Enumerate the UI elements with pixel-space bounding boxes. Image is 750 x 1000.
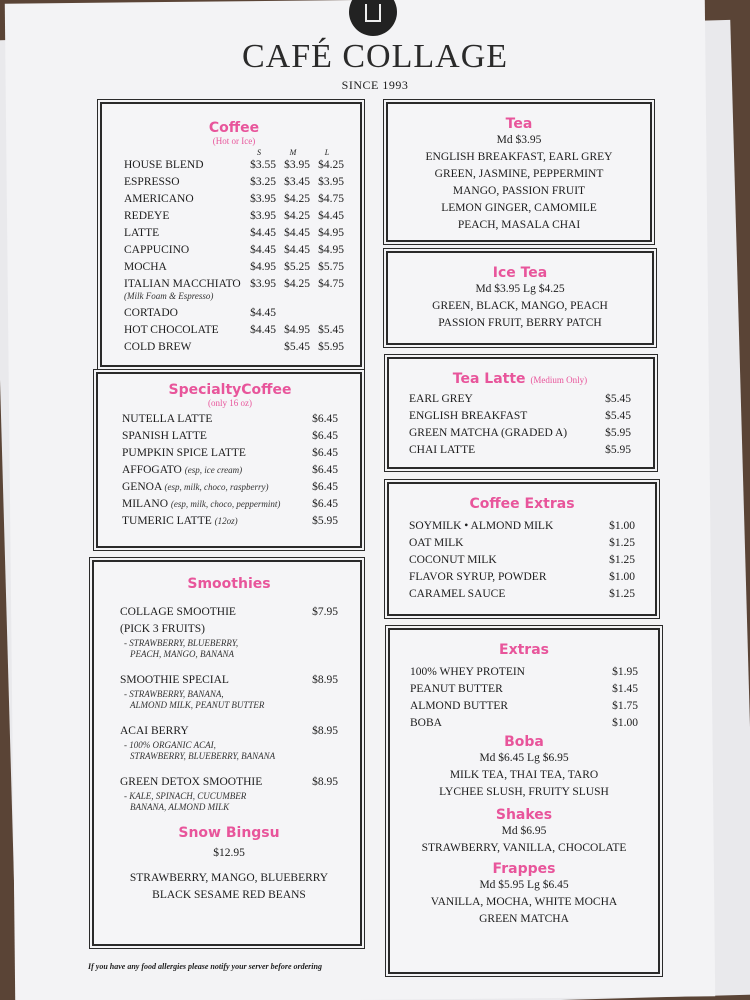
smoothie-item-row — [120, 604, 338, 621]
smoothie-list — [120, 604, 338, 813]
item-price: $3.25 — [250, 176, 276, 188]
item-price: $1.00 — [612, 717, 638, 729]
item-price: $4.25 — [284, 210, 310, 222]
extras-section — [388, 628, 660, 974]
item-price: $3.95 — [250, 193, 276, 205]
frappes-heading: Frappes — [492, 861, 556, 877]
ice-tea-heading: Ice Tea — [492, 265, 548, 281]
extra-item — [410, 715, 638, 732]
item-price: $1.25 — [609, 554, 635, 566]
ice-tea-lines — [396, 298, 644, 332]
item-price: $5.25 — [284, 261, 310, 273]
tea-heading: Tea — [505, 116, 533, 132]
extras-heading: Extras — [499, 642, 549, 658]
item-price — [242, 339, 276, 356]
item-price: $8.95 — [312, 725, 338, 737]
tea-lines — [396, 149, 642, 234]
coffee-section — [100, 102, 362, 367]
item-name: CARAMEL SAUCE — [409, 588, 506, 600]
item-price: $3.95 — [250, 278, 276, 290]
tea-latte-list — [409, 391, 631, 459]
item-name: SOYMILK • ALMOND MILK — [409, 520, 554, 532]
boba-line-1: MILK TEA, THAI TEA, TARO — [449, 769, 599, 781]
item-name: CAPPUCINO — [124, 244, 190, 256]
item-name: CHAI LATTE — [409, 444, 476, 456]
item-price: $5.95 — [605, 427, 631, 439]
tea-flavor-line: MANGO, PASSION FRUIT — [452, 185, 586, 197]
item-price: $3.45 — [284, 176, 310, 188]
item-name: CORTADO — [124, 307, 178, 319]
frappes-price: Md $5.95 Lg $6.45 — [479, 879, 569, 891]
item-name — [122, 428, 298, 445]
specialty-item — [122, 411, 338, 428]
smoothie-item — [120, 774, 338, 813]
shakes-heading: Shakes — [495, 807, 553, 823]
item-price: $4.95 — [250, 261, 276, 273]
item-price: $5.45 — [318, 324, 344, 336]
smoothies-section — [92, 560, 362, 946]
item-price: $4.75 — [318, 193, 344, 205]
item-price: $3.95 — [250, 210, 276, 222]
item-name: ESPRESSO — [124, 176, 180, 188]
extra-item — [410, 698, 638, 715]
item-name — [122, 411, 298, 428]
coffee-item — [124, 174, 344, 191]
item-price: $4.95 — [318, 244, 344, 256]
item-name: ALMOND BUTTER — [410, 700, 509, 712]
coffee-heading: Coffee — [208, 120, 260, 136]
smoothie-item-note: - 100% ORGANIC ACAI, — [124, 740, 216, 750]
tea-latte-section — [387, 357, 655, 469]
smoothie-item-note: BANANA, ALMOND MILK — [130, 802, 230, 812]
item-price: $6.45 — [312, 481, 338, 493]
tea-flavor-line: PEACH, MASALA CHAI — [457, 219, 581, 231]
cafe-title: CAFÉ COLLAGE — [241, 38, 509, 75]
coffee-extras-list — [409, 518, 635, 603]
item-price: $4.95 — [284, 324, 310, 336]
item-price: $1.25 — [609, 537, 635, 549]
bingsu-price: $12.95 — [213, 847, 245, 859]
coffee-item — [124, 225, 344, 242]
coffee-item — [124, 157, 344, 174]
frappes-line-1: VANILLA, MOCHA, WHITE MOCHA — [430, 896, 618, 908]
item-price: $5.45 — [284, 341, 310, 353]
item-name — [122, 513, 298, 530]
boba-heading: Boba — [504, 734, 544, 750]
item-name: BOBA — [410, 717, 442, 729]
coffee-item — [124, 191, 344, 208]
item-price: $6.45 — [312, 498, 338, 510]
specialty-item — [122, 428, 338, 445]
specialty-item — [122, 479, 338, 496]
bingsu-heading: Snow Bingsu — [178, 825, 280, 841]
item-price — [310, 305, 344, 322]
tea-flavor-line: LEMON GINGER, CAMOMILE — [441, 202, 597, 214]
item-price: $1.00 — [609, 571, 635, 583]
item-price: $4.45 — [250, 307, 276, 319]
item-name: EARL GREY — [409, 393, 473, 405]
item-name — [122, 479, 298, 496]
specialty-item-name: MILANO — [122, 498, 168, 510]
item-price: $4.45 — [284, 227, 310, 239]
item-name: REDEYE — [124, 210, 170, 222]
smoothie-item-row — [120, 723, 338, 740]
item-name: GREEN DETOX SMOOTHIE — [120, 776, 263, 788]
item-price: $6.45 — [312, 464, 338, 476]
size-header: S M L — [257, 148, 330, 157]
specialty-item — [122, 513, 338, 530]
smoothie-item — [120, 604, 338, 660]
frappes-line-2: GREEN MATCHA — [479, 913, 569, 925]
item-name: SMOOTHIE SPECIAL — [120, 674, 229, 686]
specialty-item-note: (12oz) — [214, 516, 238, 526]
item-name — [122, 496, 298, 513]
item-price: $4.45 — [250, 227, 276, 239]
smoothie-item-row — [120, 774, 338, 791]
item-name: OAT MILK — [409, 537, 464, 549]
item-name: HOUSE BLEND — [124, 159, 204, 171]
ice-tea-section — [386, 251, 654, 345]
item-price: $3.95 — [318, 176, 344, 188]
item-name: GREEN MATCHA (GRADED A) — [409, 427, 568, 439]
smoothie-item — [120, 723, 338, 762]
smoothie-item — [120, 672, 338, 711]
specialty-item — [122, 445, 338, 462]
item-price: $4.45 — [250, 324, 276, 336]
tea-latte-heading-row — [409, 371, 631, 387]
specialty-item-name: SPANISH LATTE — [122, 430, 207, 442]
coffee-item — [124, 242, 344, 259]
item-name — [122, 462, 298, 479]
coffee-extra-item — [409, 518, 635, 535]
item-price: $8.95 — [312, 776, 338, 788]
specialty-item-note: (esp, ice cream) — [184, 465, 243, 475]
item-price: $5.45 — [605, 393, 631, 405]
smoothie-item-note: STRAWBERRY, BLUEBERRY, BANANA — [130, 751, 276, 761]
coffee-extra-item — [409, 552, 635, 569]
coffee-subheading: (Hot or Ice) — [212, 136, 256, 146]
bingsu-line-1: STRAWBERRY, MANGO, BLUEBERRY — [129, 872, 329, 884]
specialty-item-name: NUTELLA LATTE — [122, 413, 213, 425]
item-name: ENGLISH BREAKFAST — [409, 410, 528, 422]
coffee-extras-heading: Coffee Extras — [469, 496, 575, 512]
smoothie-item-note: - STRAWBERRY, BLUEBERRY, — [124, 638, 239, 648]
coffee-item — [124, 305, 344, 322]
specialty-item-note: (esp, milk, choco, peppermint) — [170, 499, 281, 509]
smoothie-item-name-2: (PICK 3 FRUITS) — [120, 623, 205, 635]
item-price: $4.25 — [318, 159, 344, 171]
boba-price: Md $6.45 Lg $6.95 — [479, 752, 569, 764]
tea-section — [386, 102, 652, 242]
item-price: $5.95 — [605, 444, 631, 456]
item-price: $6.45 — [312, 430, 338, 442]
specialty-item — [122, 462, 338, 479]
ice-tea-flavor-line: PASSION FRUIT, BERRY PATCH — [438, 317, 602, 329]
specialty-item-name: AFFOGATO — [122, 464, 182, 476]
item-price: $8.95 — [312, 674, 338, 686]
item-price: $1.00 — [609, 520, 635, 532]
item-price: $5.75 — [318, 261, 344, 273]
item-name: 100% WHEY PROTEIN — [410, 666, 525, 678]
specialty-subheading: (only 16 oz) — [208, 398, 252, 408]
specialty-item-note: (esp, milk, choco, raspberry) — [164, 482, 269, 492]
boba-line-2: LYCHEE SLUSH, FRUITY SLUSH — [439, 786, 609, 798]
tea-latte-subheading: (Medium Only) — [530, 375, 588, 385]
coffee-extras-section — [387, 482, 657, 616]
item-price: $4.45 — [250, 244, 276, 256]
item-price: $1.45 — [612, 683, 638, 695]
item-price: $6.45 — [312, 447, 338, 459]
specialty-item-name: TUMERIC LATTE — [122, 515, 212, 527]
item-price: $4.45 — [318, 210, 344, 222]
coffee-extra-item — [409, 569, 635, 586]
smoothie-item-note: PEACH, MANGO, BANANA — [130, 649, 234, 659]
item-name: AMERICANO — [124, 193, 194, 205]
item-price: $4.95 — [318, 227, 344, 239]
tea-latte-item — [409, 391, 631, 408]
smoothies-heading: Smoothies — [187, 576, 271, 592]
coffee-item — [124, 259, 344, 276]
smoothie-item-note: ALMOND MILK, PEANUT BUTTER — [130, 700, 265, 710]
item-name: COLLAGE SMOOTHIE — [120, 606, 236, 618]
tea-price: Md $3.95 — [496, 134, 542, 146]
item-name: COCONUT MILK — [409, 554, 497, 566]
tea-latte-heading: Tea Latte — [452, 371, 526, 387]
specialty-item-name: GENOA — [122, 481, 162, 493]
item-name: MOCHA — [124, 261, 167, 273]
item-price: $7.95 — [312, 606, 338, 618]
item-price: $4.75 — [318, 278, 344, 290]
item-name: COLD BREW — [124, 341, 192, 353]
specialty-heading: SpecialtyCoffee — [168, 382, 292, 398]
item-price: $1.75 — [612, 700, 638, 712]
item-price: $4.25 — [284, 278, 310, 290]
extra-item — [410, 664, 638, 681]
item-price: $4.25 — [284, 193, 310, 205]
item-price: $1.95 — [612, 666, 638, 678]
item-price: $6.45 — [312, 413, 338, 425]
item-name: PEANUT BUTTER — [410, 683, 503, 695]
smoothie-item-note: - STRAWBERRY, BANANA, — [124, 689, 224, 699]
coffee-extra-item — [409, 535, 635, 552]
ice-tea-price: Md $3.95 Lg $4.25 — [475, 283, 565, 295]
item-name: ITALIAN MACCHIATO — [124, 278, 241, 290]
since-line: SINCE 1993 — [341, 78, 409, 92]
specialty-section — [96, 372, 362, 548]
item-name — [122, 445, 298, 462]
item-price: $3.55 — [250, 159, 276, 171]
item-price: $4.45 — [284, 244, 310, 256]
extras-list — [410, 664, 638, 732]
item-name: ACAI BERRY — [120, 725, 189, 737]
item-name: FLAVOR SYRUP, POWDER — [409, 571, 547, 583]
specialty-item — [122, 496, 338, 513]
coffee-item-note: (Milk Foam & Espresso) — [124, 291, 214, 301]
tea-latte-item — [409, 408, 631, 425]
shakes-price: Md $6.95 — [501, 825, 547, 837]
item-price: $5.95 — [318, 341, 344, 353]
smoothie-item-note: - KALE, SPINACH, CUCUMBER — [124, 791, 247, 801]
extra-item — [410, 681, 638, 698]
tea-flavor-line: ENGLISH BREAKFAST, EARL GREY — [425, 151, 613, 163]
coffee-item — [124, 339, 344, 356]
tea-latte-item — [409, 442, 631, 459]
item-name: HOT CHOCOLATE — [124, 324, 219, 336]
item-price: $5.95 — [312, 515, 338, 527]
item-name: LATTE — [124, 227, 160, 239]
coffee-list — [124, 157, 344, 356]
bingsu-line-2: BLACK SESAME RED BEANS — [152, 889, 306, 901]
tea-latte-item — [409, 425, 631, 442]
coffee-item — [124, 322, 344, 339]
shakes-line: STRAWBERRY, VANILLA, CHOCOLATE — [421, 842, 627, 854]
tea-flavor-line: GREEN, JASMINE, PEPPERMINT — [434, 168, 604, 180]
item-price: $3.95 — [284, 159, 310, 171]
ice-tea-flavor-line: GREEN, BLACK, MANGO, PEACH — [432, 300, 608, 312]
specialty-item-name: PUMPKIN SPICE LATTE — [122, 447, 246, 459]
item-price: $1.25 — [609, 588, 635, 600]
coffee-item — [124, 208, 344, 225]
coffee-extra-item — [409, 586, 635, 603]
specialty-list — [122, 411, 338, 530]
smoothie-item-row — [120, 672, 338, 689]
allergy-note: If you have any food allergies please notify your server before ordering — [88, 962, 322, 971]
item-price: $5.45 — [605, 410, 631, 422]
item-price — [276, 305, 310, 322]
